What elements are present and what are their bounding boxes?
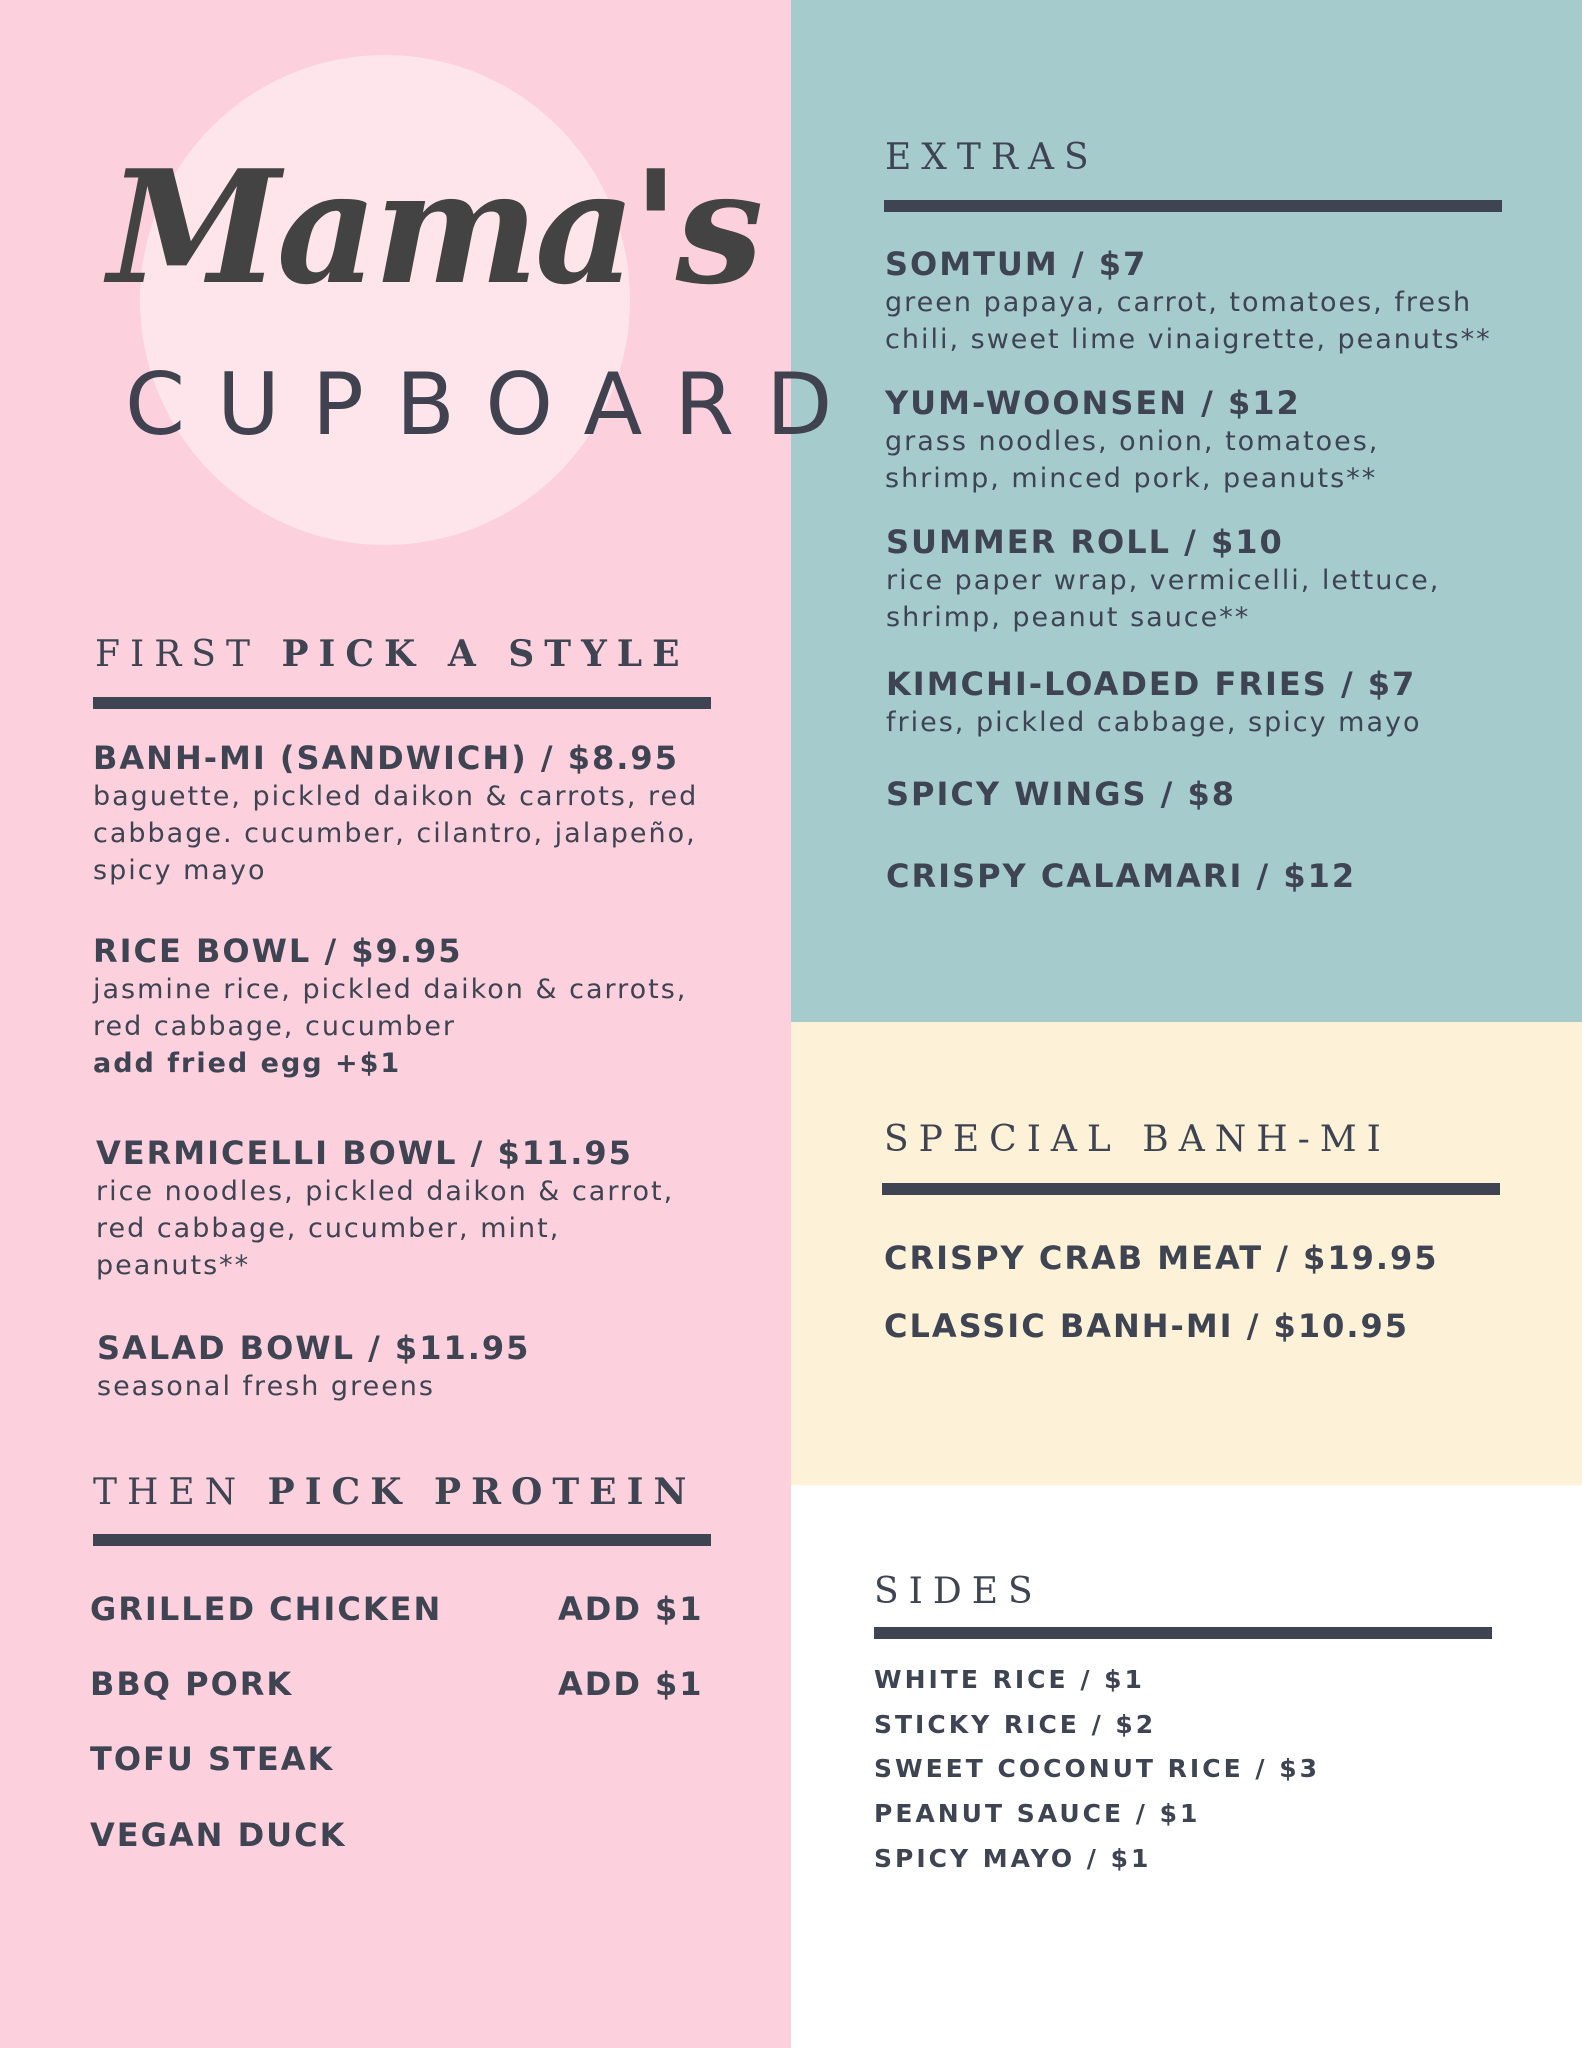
menu-item — [93, 931, 733, 1082]
item-title: YUM-WOONSEN / $12 — [885, 384, 1301, 422]
item-title: RICE BOWL / $9.95 — [93, 932, 463, 970]
sides-section-heading: SIDES — [874, 1571, 1043, 1612]
menu-item — [884, 1306, 1409, 1346]
style-section-rule — [93, 697, 711, 709]
menu-item — [885, 383, 1505, 497]
protein-name: BBQ PORK — [90, 1665, 294, 1703]
menu-item — [886, 522, 1486, 636]
side-item: SPICY MAYO / $1 — [874, 1844, 1152, 1873]
item-title: SUMMER ROLL / $10 — [886, 523, 1284, 561]
extras-section-heading: EXTRAS — [885, 137, 1099, 178]
protein-row — [90, 1815, 690, 1855]
menu-item — [96, 1133, 696, 1284]
protein-row — [90, 1589, 704, 1629]
item-description: rice paper wrap, vermicelli, lettuce, shrimp, peanut sauce** — [886, 565, 1441, 633]
item-title: CRISPY CALAMARI / $12 — [886, 857, 1357, 895]
side-item: PEANUT SAUCE / $1 — [874, 1799, 1201, 1828]
menu-item — [885, 244, 1505, 358]
menu-item — [884, 1238, 1439, 1278]
protein-row — [90, 1664, 704, 1704]
style-heading-light: FIRST — [95, 634, 260, 675]
item-description: jasmine rice, pickled daikon & carrots, red cabbage, cucumber — [93, 974, 688, 1042]
protein-row — [90, 1739, 690, 1779]
item-description: grass noodles, onion, tomatoes, shrimp, minced pork, peanuts** — [885, 426, 1380, 494]
style-section-heading — [95, 633, 690, 675]
protein-section-heading — [93, 1471, 697, 1513]
item-title: CLASSIC BANH-MI / $10.95 — [884, 1307, 1410, 1345]
menu-item — [97, 1328, 737, 1405]
protein-heading-light: THEN — [93, 1472, 247, 1513]
protein-price: ADD $1 — [558, 1590, 704, 1628]
item-title: VERMICELLI BOWL / $11.95 — [96, 1134, 633, 1172]
special-section-heading: SPECIAL BANH-MI — [884, 1119, 1391, 1160]
side-item: SWEET COCONUT RICE / $3 — [874, 1754, 1320, 1783]
menu-item — [886, 856, 1356, 896]
logo-script-text: Mama's — [108, 136, 760, 319]
protein-heading-bold: PICK PROTEIN — [267, 1471, 697, 1513]
item-addon: add fried egg +$1 — [93, 1048, 402, 1079]
protein-section-rule — [93, 1534, 711, 1546]
item-description: baguette, pickled daikon & carrots, red cabbage. cucumber, cilantro, jalapeño, spicy mayo — [93, 781, 699, 886]
item-description: rice noodles, pickled daikon & carrot, red cabbage, cucumber, mint, peanuts** — [96, 1176, 675, 1281]
side-item: STICKY RICE / $2 — [874, 1710, 1157, 1739]
item-title: SOMTUM / $7 — [885, 245, 1148, 283]
item-title: SPICY WINGS / $8 — [886, 775, 1236, 813]
protein-name: VEGAN DUCK — [90, 1816, 347, 1854]
protein-name: GRILLED CHICKEN — [90, 1590, 443, 1628]
item-title: KIMCHI-LOADED FRIES / $7 — [886, 665, 1417, 703]
side-item: WHITE RICE / $1 — [874, 1665, 1145, 1694]
item-title: BANH-MI (SANDWICH) / $8.95 — [93, 739, 679, 777]
item-description: seasonal fresh greens — [97, 1371, 435, 1402]
protein-price: ADD $1 — [558, 1665, 704, 1703]
menu-item — [886, 774, 1236, 814]
menu-item — [886, 664, 1506, 741]
item-description: fries, pickled cabbage, spicy mayo — [886, 707, 1422, 738]
protein-name: TOFU STEAK — [90, 1740, 335, 1778]
item-title: CRISPY CRAB MEAT / $19.95 — [884, 1239, 1439, 1277]
extras-section-rule — [884, 200, 1502, 212]
sides-section-rule — [874, 1627, 1492, 1639]
item-description: green papaya, carrot, tomatoes, fresh chili, sweet lime vinaigrette, peanuts** — [885, 287, 1492, 355]
special-section-rule — [882, 1183, 1500, 1195]
style-heading-bold: PICK A STYLE — [281, 633, 690, 675]
logo-subtitle: CUPBOARD — [125, 355, 865, 455]
menu-item — [93, 738, 733, 889]
item-title: SALAD BOWL / $11.95 — [97, 1329, 531, 1367]
